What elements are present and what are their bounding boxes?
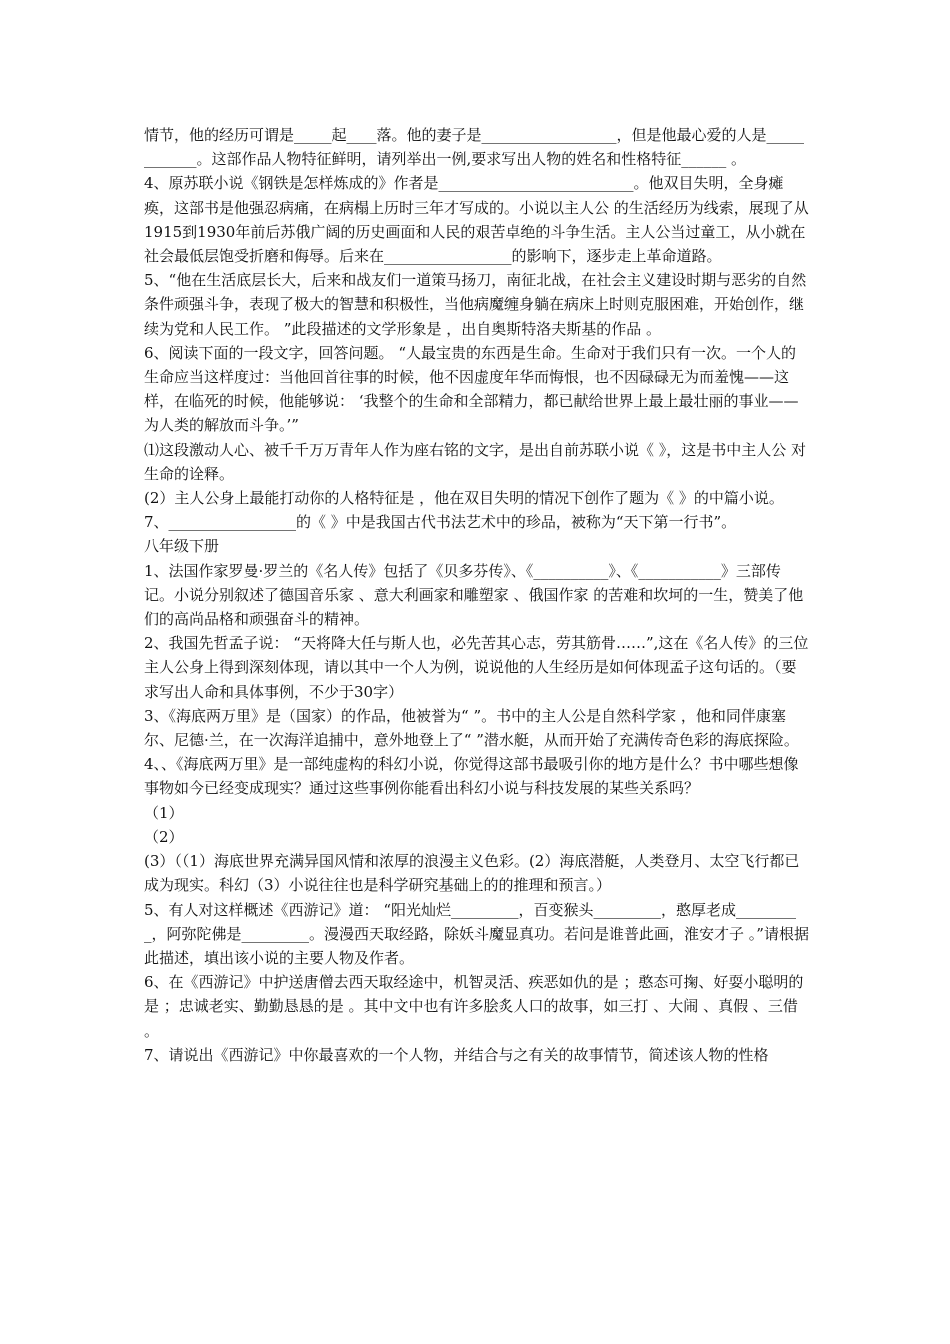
- paragraph-14: （2）: [144, 827, 184, 846]
- paragraph-17: 6、在《西游记》中护送唐僧去西天取经途中，机智灵活、疾恶如仇的是 ；憨态可掬、好耍小聪明的是 ；忠诚老实、勤勤恳恳的是 。其中文中也有许多脍炙人口的故事，如三打 、大闹 、真假 、三借 。: [144, 973, 804, 1040]
- paragraph-9: 1、法国作家罗曼·罗兰的《名人传》包括了《贝多芬传》、《__________》、《___________》三部传记。小说分别叙述了德国音乐家 、意大利画家和雕塑家 、俄国作家 的苦难和坎坷的一生，赞美了他们的高尚品格和顽强奋斗的精神。: [144, 561, 804, 629]
- paragraph-3: 5、“他在生活底层长大，后来和战友们一道策马扬刀，南征北战，在社会主义建设时期与恶劣的自然条件顽强斗争，表现了极大的智慧和积极性，当他病魔缠身躺在病床上时则克服困难，开始创作，继续为党和人民工作。 ”此段描述的文学形象是 ，出自奥斯特洛夫斯基的作品 。: [144, 271, 807, 338]
- document-page: [144, 123, 810, 1067]
- paragraph-10: 2、我国先哲孟子说： “天将降大任与斯人也，必先苦其心志，劳其筋骨……”,这在《名人传》的三位主人公身上得到深刻体现，请以其中一个人为例，说说他的人生经历是如何体现孟子这句话的。（要求写出人命和具体事例，不少于30字）: [144, 634, 809, 701]
- section-heading: 八年级下册: [144, 537, 220, 556]
- paragraph-4: 6、阅读下面的一段文字，回答问题。 “人最宝贵的东西是生命。生命对于我们只有一次。一个人的生命应当这样度过：当他回首往事的时候，他不因虚度年华而悔恨，也不因碌碌无为而羞愧——这样，在临死的时候，他能够说： ‘我整个的生命和全部精力，都已献给世界上最上最壮丽的事业——为人类的解放而斗争。’”: [144, 343, 799, 435]
- paragraph-12: 4、、《海底两万里》是一部纯虚构的科幻小说，你觉得这部书最吸引你的地方是什么？书中哪些想像事物如今已经变成现实？通过这些事例你能看出科幻小说与科技发展的某些关系吗？: [144, 755, 799, 798]
- paragraph-16: 5、有人对这样概述《西游记》道： “阳光灿烂_________，百变猴头_________，憨厚老成_________，阿弥陀佛是_________。漫漫西天取经路，除妖斗魔显真功。若问是谁普此画，淮安才子 。”请根据此描述，填出该小说的主要人物及作者。: [144, 900, 809, 967]
- paragraph-2: 4、原苏联小说《钢铁是怎样炼成的》作者是__________________________。他双目失明，全身瘫痪，这部书是他强忍病痛，在病榻上历时三年才写成的。小说以主人公 的生活经历为线索，展现了从1915到1930年前后苏俄广阔的历史画面和人民的艰苦卓绝的斗争生活。主人公当过童工，从小就在社会最低层饱受折磨和侮辱。后来在_________________的影响下，逐步走上革命道路。: [144, 174, 809, 266]
- paragraph-5: ⑴这段激动人心、被千千万万青年人作为座右铭的文字，是出自前苏联小说《 》，这是书中主人公 对生命的诠释。: [144, 440, 807, 483]
- paragraph-1: 情节，他的经历可谓是_____起____落。他的妻子是__________________，但是他最心爱的人是____________。这部作品人物特征鲜明，请列举出一例,要求写出人物的姓名和性格特征______ 。: [144, 126, 805, 169]
- paragraph-13: （1）: [144, 803, 184, 822]
- paragraph-7: 7、_________________的《 》中是我国古代书法艺术中的珍品，被称为“天下第一行书”。: [144, 513, 737, 532]
- paragraph-15: (3）（（1）海底世界充满异国风情和浓厚的浪漫主义色彩。(2）海底潜艇，人类登月、太空飞行都已成为现实。科幻（3）小说往往也是科学研究基础上的的推理和预言。）: [144, 852, 800, 895]
- paragraph-11: 3、《海底两万里》是（国家）的作品，他被誉为“ ”。书中的主人公是自然科学家 ，他和同伴康塞尔、尼德·兰，在一次海洋追捕中，意外地登上了“ ”潜水艇，从而开始了充满传奇色彩的海底探险。: [144, 706, 799, 750]
- paragraph-6: (2）主人公身上最能打动你的人格特征是 ，他在双目失明的情况下创作了题为《 》的中篇小说。: [144, 489, 784, 508]
- paragraph-18: 7、请说出《西游记》中你最喜欢的一个人物，并结合与之有关的故事情节，简述该人物的性格: [144, 1045, 769, 1064]
